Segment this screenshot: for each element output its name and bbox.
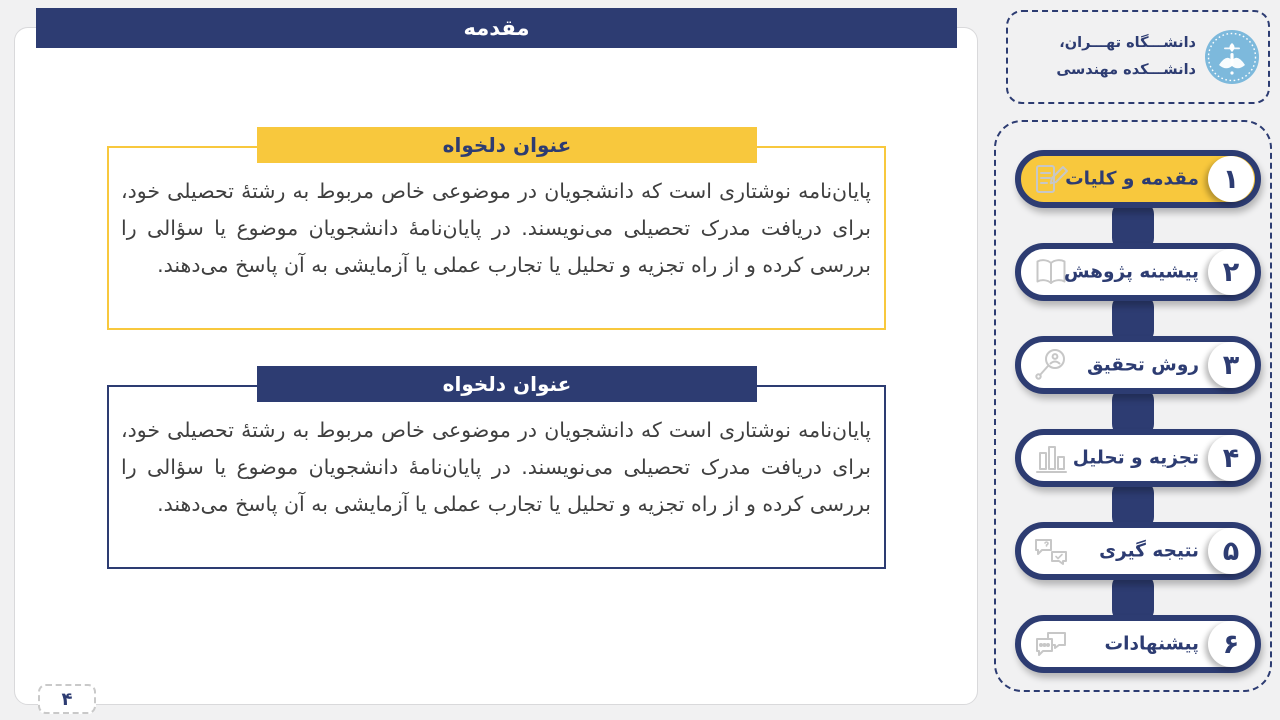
page-number-badge: [38, 684, 96, 714]
university-name: دانشـــگاه تهـــران، دانشـــکده مهندسی: [1056, 35, 1196, 78]
bar-chart-icon: [1032, 439, 1070, 477]
nav-item-number: ۲: [1208, 249, 1254, 295]
university-of-tehran-logo-icon: [1204, 29, 1260, 85]
content-box-navy-body: پایان‌نامه نوشتاری است که دانشجویان در موضوعی خاص مربوط به رشتهٔ تحصیلی خود، برای دریافت مدرک تحصیلی می‌نویسند. در پایان‌نامهٔ دانشجویان موضوع یا سؤالی را بررسی کرده و از راه تجزیه و تحلیل یا تجارب عملی یا آزمایشی به آن پاسخ می‌دهند.: [121, 418, 871, 516]
content-box-yellow-body: پایان‌نامه نوشتاری است که دانشجویان در موضوعی خاص مربوط به رشتهٔ تحصیلی خود، برای دریافت مدرک تحصیلی می‌نویسند. در پایان‌نامهٔ دانشجویان موضوع یا سؤالی را بررسی کرده و از راه تجزیه و تحلیل یا تجارب عملی یا آزمایشی به آن پاسخ می‌دهند.: [121, 179, 871, 277]
university-header-box: [1006, 10, 1270, 104]
nav-item-number: ۵: [1208, 528, 1254, 574]
slide-title: مقدمه: [463, 16, 530, 40]
nav-item-number: ۳: [1208, 342, 1254, 388]
slide-title-bar: [36, 8, 957, 48]
nav-item-research-background[interactable]: [1015, 243, 1261, 301]
nav-item-conclusion[interactable]: [1015, 522, 1261, 580]
content-box-navy-heading: عنوان دلخواه: [257, 366, 757, 402]
nav-item-label: نتیجه گیری: [1099, 540, 1199, 562]
nav-item-suggestions[interactable]: [1015, 615, 1261, 673]
nav-item-number: ۶: [1208, 621, 1254, 667]
nav-item-number: ۱: [1208, 156, 1254, 202]
nav-item-label: تجزیه و تحلیل: [1072, 447, 1199, 469]
nav-item-label: مقدمه و کلیات: [1065, 168, 1199, 190]
search-person-icon: [1032, 346, 1070, 384]
agenda-nav: [994, 120, 1272, 692]
nav-item-label: پیشینه پژوهش: [1063, 261, 1199, 283]
page-number: ۴: [61, 688, 73, 710]
nav-item-number: ۴: [1208, 435, 1254, 481]
nav-item-introduction[interactable]: [1015, 150, 1261, 208]
nav-item-analysis[interactable]: [1015, 429, 1261, 487]
nav-item-research-method[interactable]: [1015, 336, 1261, 394]
content-box-yellow-heading: عنوان دلخواه: [257, 127, 757, 163]
nav-item-label: روش تحقیق: [1087, 354, 1199, 376]
suggestion-chat-icon: [1032, 625, 1070, 663]
conclusion-chat-icon: [1032, 532, 1070, 570]
nav-item-label: پیشنهادات: [1104, 633, 1199, 655]
